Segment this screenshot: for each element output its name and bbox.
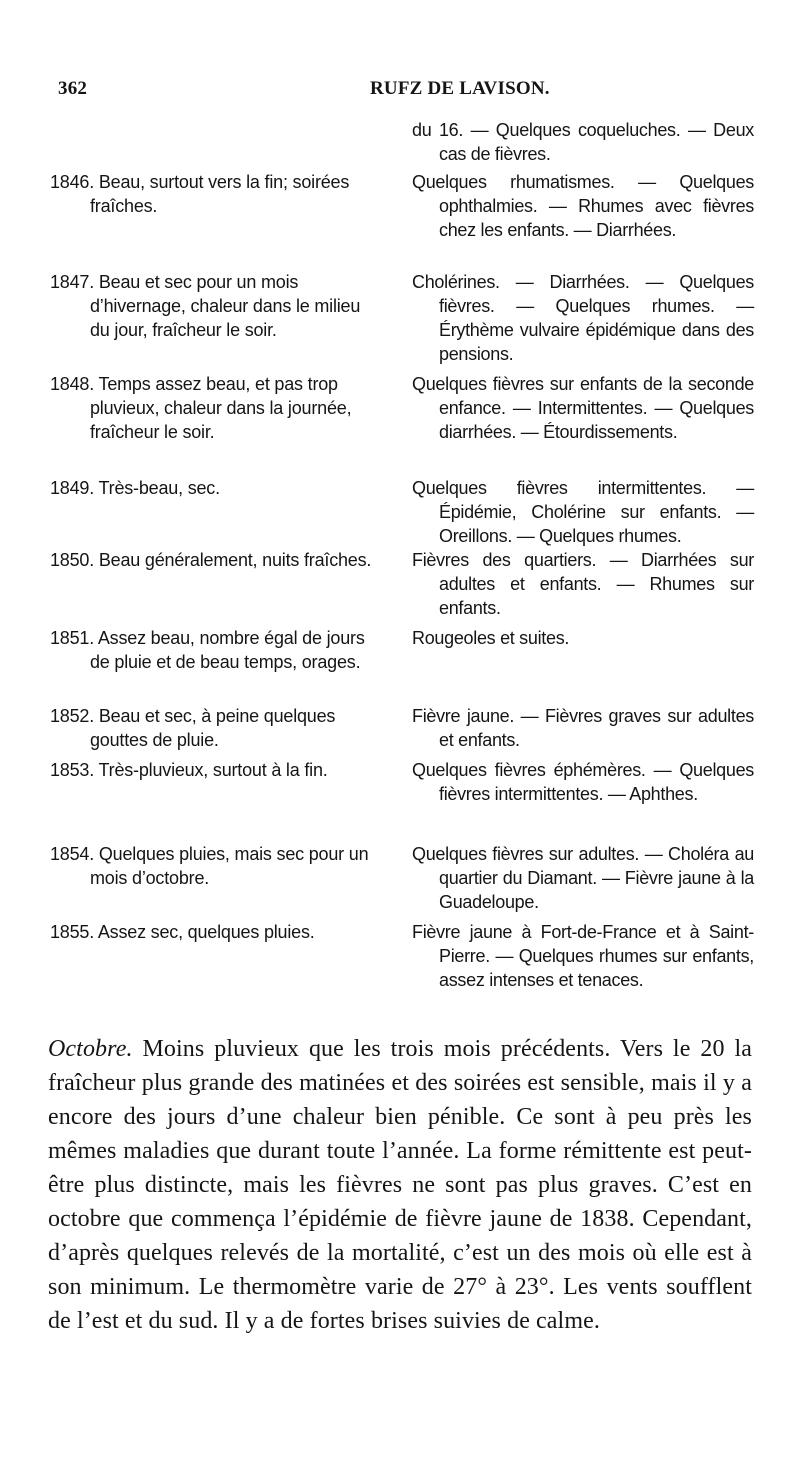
- diseases-cell: Fièvre jaune à Fort-de-France et à Saint-Pierre. — Quelques rhumes sur enfants, assez intenses et tenaces.: [412, 922, 754, 990]
- page-header: [52, 74, 752, 104]
- weather-cell: 1850. Beau généralement, nuits fraîches.: [50, 550, 372, 570]
- diseases-cell: Quelques rhumatismes. — Quelques ophthalmies. — Rhumes avec fièvres chez les enfants. — Diarrhées.: [412, 172, 754, 240]
- page-number: 362: [58, 78, 88, 99]
- weather-cell: 1848. Temps assez beau, et pas trop pluvieux, chaleur dans la journée, fraîcheur le soir.: [50, 374, 352, 442]
- weather-cell: 1851. Assez beau, nombre égal de jours de pluie et de beau temps, orages.: [50, 628, 365, 672]
- paragraph-text: Moins pluvieux que les trois mois précédents. Vers le 20 la fraîcheur plus grande des matinées et des soirées est sensible, mais il y a encore des jours d’une chaleur bien pénible. Ce sont à peu près les mêmes maladies que durant toute l’année. La forme rémittente est peut-être plus distincte, mais les fièvres ne sont pas plus graves. C’est en octobre que commença l’épidémie de fièvre jaune de 1838. Cependant, d’après quelques relevés de la mortalité, c’est un des mois où elle est à son minimum. Le thermomètre varie de 27° à 23°. Les vents soufflent de l’est et du sud. Il y a de fortes brises suivies de calme.: [48, 1036, 752, 1334]
- weather-cell: 1846. Beau, surtout vers la fin; soirées fraîches.: [50, 172, 350, 216]
- diseases-cell: Quelques fièvres éphémères. — Quelques fièvres intermittentes. — Aphthes.: [412, 760, 754, 804]
- diseases-cell: Cholérines. — Diarrhées. — Quelques fièvres. — Quelques rhumes. — Érythème vulvaire épidémique dans des pensions.: [412, 272, 754, 364]
- diseases-cell: Quelques fièvres intermittentes. — Épidémie, Cholérine sur enfants. — Oreillons. — Quelques rhumes.: [412, 478, 754, 546]
- diseases-cell: Fièvre jaune. — Fièvres graves sur adultes et enfants.: [412, 706, 754, 750]
- october-paragraph: [48, 1032, 752, 1338]
- diseases-cell: Quelques fièvres sur adultes. — Choléra au quartier du Diamant. — Fièvre jaune à la Guadeloupe.: [412, 844, 754, 912]
- running-head: RUFZ DE LAVISON.: [370, 78, 550, 99]
- diseases-cell: du 16. — Quelques coqueluches. — Deux cas de fièvres.: [412, 120, 754, 164]
- weather-cell: 1853. Très-pluvieux, surtout à la fin.: [50, 760, 328, 780]
- weather-cell: 1852. Beau et sec, à peine quelques gouttes de pluie.: [50, 706, 336, 750]
- weather-cell: 1849. Très-beau, sec.: [50, 478, 220, 498]
- month-heading: Octobre.: [48, 1036, 133, 1062]
- weather-cell: 1847. Beau et sec pour un mois d’hivernage, chaleur dans le milieu du jour, fraîcheur le soir.: [50, 272, 361, 340]
- weather-cell: 1854. Quelques pluies, mais sec pour un mois d’octobre.: [50, 844, 369, 888]
- diseases-cell: Quelques fièvres sur enfants de la seconde enfance. — Intermittentes. — Quelques diarrhées. — Étourdissements.: [412, 374, 754, 442]
- diseases-cell: Fièvres des quartiers. — Diarrhées sur adultes et enfants. — Rhumes sur enfants.: [412, 550, 754, 618]
- weather-cell: 1855. Assez sec, quelques pluies.: [50, 922, 315, 942]
- diseases-cell: Rougeoles et suites.: [412, 628, 570, 648]
